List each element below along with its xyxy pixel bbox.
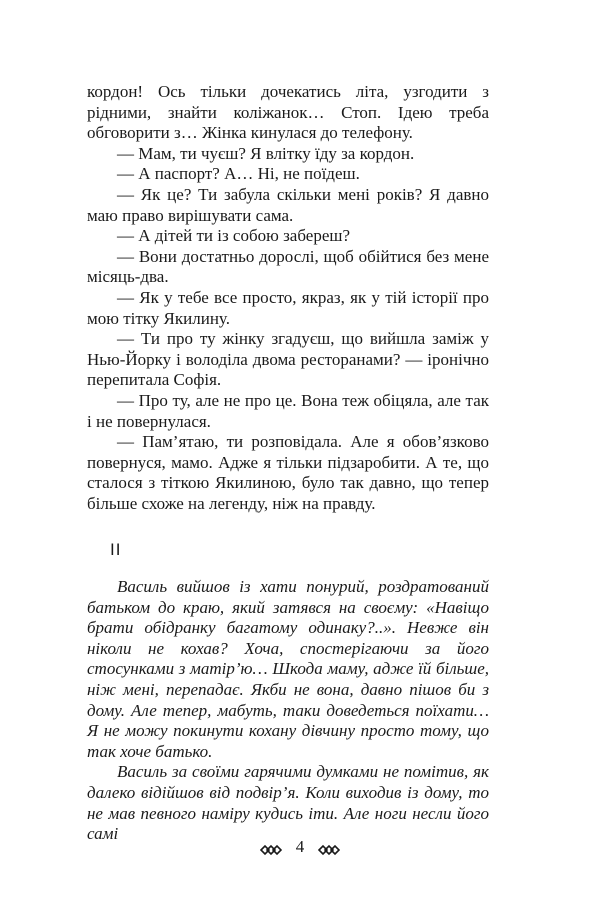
dialogue-line: — Мам, ти чуєш? Я влітку їду за кордон. [117,143,415,163]
interlace-ornament-icon [318,841,340,853]
dialogue-line: — Про ту, але не про це. Вона теж обіцяла, але так і не повернулася. [87,390,489,431]
chapter-heading: II [110,540,122,559]
dialogue-line: — А паспорт? А… Ні, не поїдеш. [117,164,360,184]
section-2-text [87,577,489,845]
dialogue-line: — Ти про ту жінку згадуєш, що вийшла заміж у Нью-Йорку і володіла двома ресторанами? — іронічно перепитала Софія. [87,329,489,390]
page-number: 4 [295,837,305,856]
dialogue-line: — А дітей ти із собою забереш? [117,226,350,246]
dialogue-line: — Як це? Ти забула скільки мені років? Я давно маю право вирішувати сама. [87,184,489,225]
paragraph: Василь вийшов із хати понурий, роздратований батьком до краю, який затявся на своєму: «Навіщо брати обідранку багатому одинаку?..». Невже він ніколи не кохав? Хоча, спостерігаючи за його стосунками з матір’ю… Шкода маму, адже їй більше, ніж мені, перепадає. Якби не вона, давно пішов би з дому. Але тепер, мабуть, таки доведеться поїхати… Я не можу покинути кохану дівчину просто тому, що так хоче батько. [87,577,489,761]
section-1-text [87,82,489,514]
paragraph: кордон! Ось тільки дочекатись літа, узгодити з рідними, знайти коліжанок… Стоп. Ідею треба обговорити з… Жінка кинулася до телефону. [87,82,489,143]
interlace-ornament-icon [260,841,282,853]
page-footer [0,838,600,855]
dialogue-line: — Вони достатньо дорослі, щоб обійтися без мене місяць-два. [87,246,489,287]
paragraph: Василь за своїми гарячими думками не помітив, як далеко відійшов від подвір’я. Коли виходив із дому, то не мав певного наміру кудись іти. Але ноги несли його самі [87,762,489,844]
dialogue-line: — Пам’ятаю, ти розповідала. Але я обов’язково повернуся, мамо. Адже я тільки підзаробити. А те, що сталося з тіткою Якилиною, було так давно, що тепер більше схоже на легенду, ніж на правду. [87,432,489,513]
dialogue-line: — Як у тебе все просто, якраз, як у тій історії про мою тітку Якилину. [87,287,489,328]
